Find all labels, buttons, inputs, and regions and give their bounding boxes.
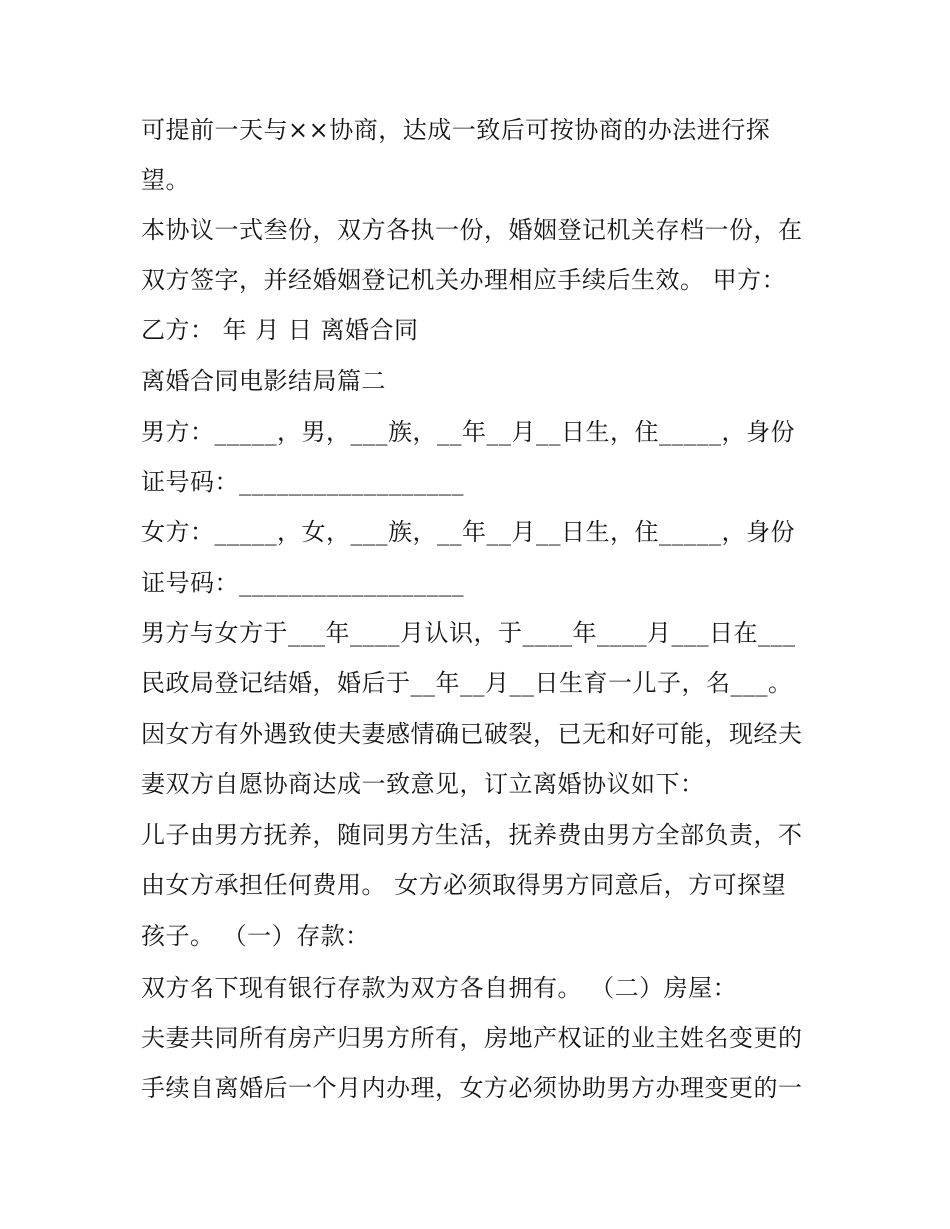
text-line: 双方签字，并经婚姻登记机关办理相应手续后生效。 甲方：	[141, 266, 787, 294]
text-line: 男方：_____，男，___族，__年__月__日生，住_____，身份	[141, 418, 795, 446]
section-heading: 离婚合同电影结局篇二	[141, 367, 386, 395]
text-line: 双方名下现有银行存款为双方各自拥有。 （二）房屋：	[141, 974, 738, 1002]
text-line: 儿子由男方抚养，随同男方生活，抚养费由男方全部负责，不	[141, 821, 803, 849]
text-line: 可提前一天与××协商，达成一致后可按协商的办法进行探	[141, 116, 771, 144]
text-line: 证号码：__________________	[141, 569, 464, 597]
text-line: 妻双方自愿协商达成一致意见，订立离婚协议如下：	[141, 770, 705, 798]
text-line: 乙方： 年 月 日 离婚合同	[141, 316, 419, 344]
text-line: 证号码：__________________	[141, 468, 464, 496]
text-line: 孩子。 （一）存款：	[141, 922, 370, 950]
text-line: 夫妻共同所有房产归男方所有，房地产权证的业主姓名变更的	[141, 1024, 803, 1052]
text-line: 女方：_____，女，___族，__年__月__日生，住_____，身份	[141, 518, 795, 546]
text-line: 本协议一式叁份，双方各执一份，婚姻登记机关存档一份，在	[141, 216, 803, 244]
text-line: 由女方承担任何费用。 女方必须取得男方同意后，方可探望	[141, 871, 787, 899]
text-line: 手续自离婚后一个月内办理，女方必须协助男方办理变更的一	[141, 1074, 803, 1102]
text-line: 男方与女方于___年____月认识，于____年____月___日在___	[141, 619, 796, 647]
text-line: 因女方有外遇致使夫妻感情确已破裂，已无和好可能，现经夫	[141, 720, 803, 748]
text-line: 望。	[141, 166, 190, 194]
text-line: 民政局登记结婚，婚后于__年__月__日生育一儿子，名___。	[141, 669, 793, 697]
